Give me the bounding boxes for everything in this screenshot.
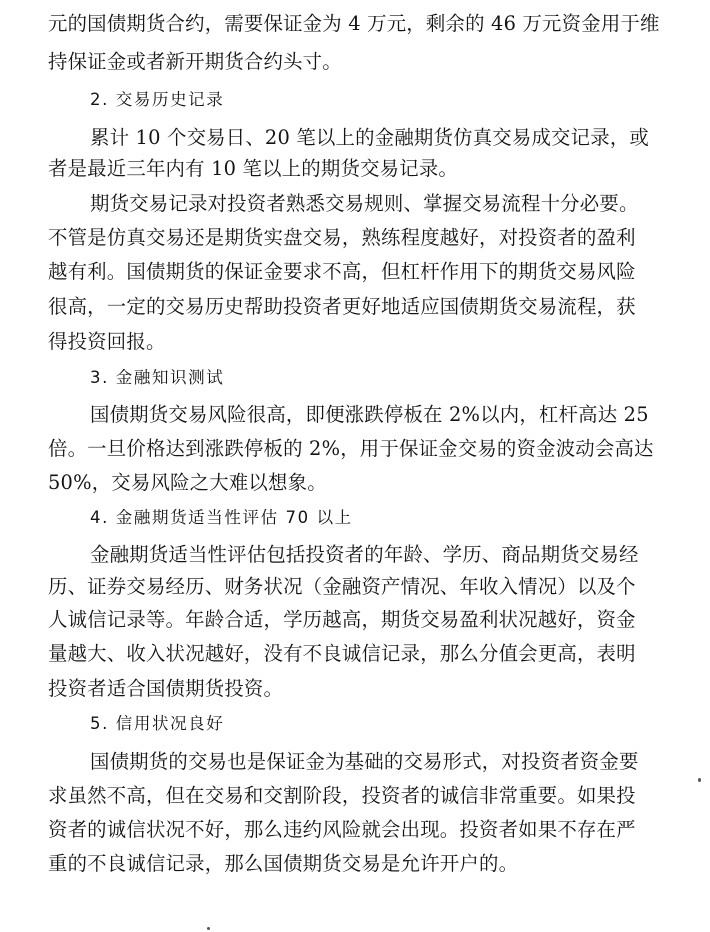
body-line: 金融期货适当性评估包括投资者的年龄、学历、商品期货交易经 (90, 543, 639, 566)
body-line: 国债期货交易风险很高，即便涨跌停板在 2%以内，杠杆高达 25 (90, 403, 649, 426)
body-line: 期货交易记录对投资者熟悉交易规则、掌握交易流程十分必要。 (90, 192, 639, 215)
body-line: 50%，交易风险之大难以想象。 (48, 471, 327, 494)
body-line: 投资者适合国债期货投资。 (48, 677, 284, 700)
body-line: 人诚信记录等。年龄合适，学历越高，期货交易盈利状况越好，资金 (48, 608, 636, 631)
scan-speck (698, 778, 701, 782)
body-line: 者是最近三年内有 10 笔以上的期货交易记录。 (48, 157, 459, 180)
section-heading: 4. 金融期货适当性评估 70 以上 (90, 508, 353, 527)
body-line: 累计 10 个交易日、20 笔以上的金融期货仿真交易成交记录，或 (90, 126, 650, 149)
section-heading: 2. 交易历史记录 (90, 90, 225, 109)
body-line: 量越大、收入状况越好，没有不良诚信记录，那么分值会更高，表明 (48, 642, 636, 665)
body-line: 重的不良诚信记录，那么国债期货交易是允许开户的。 (48, 852, 519, 875)
body-line: 得投资回报。 (48, 330, 166, 353)
scan-speck (207, 927, 210, 930)
section-heading: 3. 金融知识测试 (90, 368, 225, 387)
section-heading: 5. 信用状况良好 (90, 714, 225, 733)
body-line: 求虽然不高，但在交易和交割阶段，投资者的诚信非常重要。如果投 (48, 784, 636, 807)
body-line: 资者的诚信状况不好，那么违约风险就会出现。投资者如果不存在严 (48, 818, 636, 841)
body-line: 持保证金或者新开期货合约头寸。 (48, 50, 342, 73)
body-line: 不管是仿真交易还是期货实盘交易，熟练程度越好，对投资者的盈利 (48, 226, 636, 249)
body-line: 元的国债期货合约，需要保证金为 4 万元，剩余的 46 万元资金用于维 (48, 12, 660, 35)
body-line: 倍。一旦价格达到涨跌停板的 2%，用于保证金交易的资金波动会高达 (48, 437, 654, 460)
body-line: 很高，一定的交易历史帮助投资者更好地适应国债期货交易流程，获 (48, 295, 636, 318)
body-line: 越有利。国债期货的保证金要求不高，但杠杆作用下的期货交易风险 (48, 260, 636, 283)
body-line: 国债期货的交易也是保证金为基础的交易形式，对投资者资金要 (90, 750, 639, 773)
body-line: 历、证券交易经历、财务状况（金融资产情况、年收入情况）以及个 (48, 575, 636, 598)
